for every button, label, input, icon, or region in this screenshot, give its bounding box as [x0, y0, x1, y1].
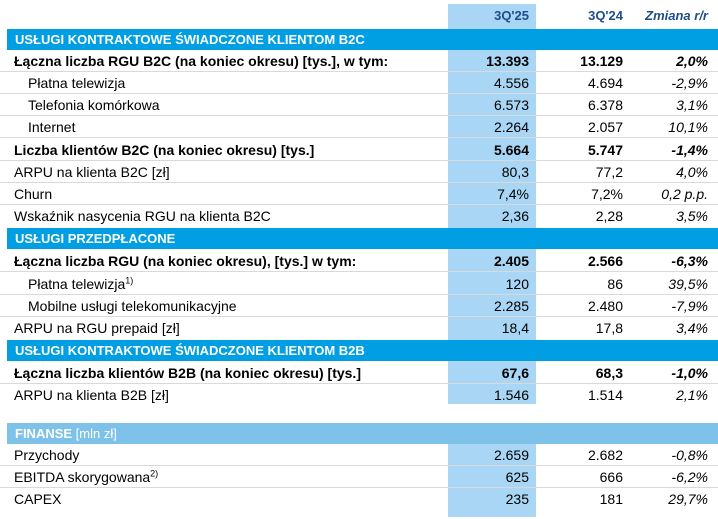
row-value-3q25: 120 [505, 276, 529, 292]
table-row [0, 362, 718, 384]
finance-unit: [mln zł] [72, 426, 117, 441]
row-value-3q25: 7,4% [497, 186, 529, 202]
row-label: Przychody [14, 447, 80, 463]
row-label: ARPU na klienta B2B [zł] [14, 387, 169, 403]
row-label: Wskaźnik nasycenia RGU na klienta B2C [14, 208, 271, 224]
row-change: 2,0% [676, 53, 708, 69]
header-3q25: 3Q'25 [494, 8, 529, 23]
section-b2b [7, 340, 718, 361]
table-row [0, 205, 718, 227]
section-prepaid [7, 228, 718, 249]
row-value-3q24: 68,3 [595, 365, 623, 381]
row-value-3q24: 2.682 [587, 447, 623, 463]
row-label: Churn [14, 186, 53, 202]
row-value-3q25: 4.556 [493, 75, 529, 91]
row-value-3q24: 181 [599, 491, 623, 507]
footnote-marker: 2) [150, 468, 159, 479]
row-label-text: EBITDA skorygowana [14, 469, 151, 485]
row-value-3q25: 2,36 [501, 208, 529, 224]
row-label: ARPU na RGU prepaid [zł] [14, 320, 180, 336]
section-b2b-title: USŁUGI KONTRAKTOWE ŚWIADCZONE KLIENTOM B2B [15, 343, 365, 358]
row-label: Internet [28, 119, 76, 135]
row-change: -1,0% [671, 365, 708, 381]
header-yoy-change: Zmiana r/r [645, 8, 708, 23]
row-value-3q24: 77,2 [595, 164, 623, 180]
table-row [0, 295, 718, 317]
row-change: 39,5% [668, 276, 708, 292]
row-value-3q24: 13.129 [580, 53, 623, 69]
table-row [0, 444, 718, 466]
row-value-3q25: 67,6 [501, 365, 529, 381]
row-change: -0,8% [671, 447, 708, 463]
row-value-3q25: 2.264 [493, 119, 529, 135]
section-finance [7, 423, 718, 444]
row-label: Łączna liczba RGU (na koniec okresu), [tys.] w tym: [14, 253, 357, 269]
row-change: -1,4% [671, 142, 708, 158]
row-change: -2,9% [671, 75, 708, 91]
section-b2c [7, 29, 718, 50]
row-label: Płatna telewizja [28, 75, 126, 91]
row-value-3q24: 2,28 [595, 208, 623, 224]
row-value-3q24: 7,2% [591, 186, 623, 202]
table-row [0, 273, 718, 295]
header-3q24: 3Q'24 [588, 8, 623, 23]
table-row [0, 466, 718, 488]
row-value-3q25: 1.546 [493, 387, 529, 403]
row-value-3q25: 2.405 [493, 253, 529, 269]
table-row [0, 183, 718, 205]
row-value-3q24: 86 [607, 276, 623, 292]
footnote-marker: 1) [125, 275, 134, 286]
row-change: -6,2% [671, 469, 708, 485]
table-row [0, 488, 718, 510]
row-change: 4,0% [676, 164, 708, 180]
row-label: Liczba klientów B2C (na koniec okresu) [tys.] [14, 142, 315, 158]
section-finance-title [15, 423, 117, 444]
header-row [0, 5, 718, 27]
row-value-3q24: 666 [599, 469, 623, 485]
row-change: 2,1% [676, 387, 708, 403]
row-change: 3,4% [676, 320, 708, 336]
row-label: Łączna liczba klientów B2B (na koniec okresu) [tys.] [14, 365, 361, 381]
table-row [0, 317, 718, 339]
row-label: ARPU na klienta B2C [zł] [14, 164, 170, 180]
table-row [0, 72, 718, 94]
table-row [0, 161, 718, 183]
row-value-3q24: 2.566 [587, 253, 623, 269]
row-value-3q24: 2.480 [587, 298, 623, 314]
row-value-3q25: 13.393 [486, 53, 529, 69]
section-prepaid-title: USŁUGI PRZEDPŁACONE [15, 231, 176, 246]
table-row [0, 116, 718, 138]
section-b2c-title: USŁUGI KONTRAKTOWE ŚWIADCZONE KLIENTOM B2C [15, 32, 365, 47]
row-change: 10,1% [668, 119, 708, 135]
row-label: CAPEX [14, 491, 62, 507]
row-value-3q25: 80,3 [501, 164, 529, 180]
table-row [0, 250, 718, 272]
finance-title-text: FINANSE [15, 426, 73, 441]
row-value-3q25: 625 [505, 469, 529, 485]
row-change: 29,7% [668, 491, 708, 507]
row-label: Telefonia komórkowa [28, 97, 160, 113]
row-change: -6,3% [671, 253, 708, 269]
row-label [28, 273, 133, 295]
row-value-3q25: 5.664 [493, 142, 529, 158]
table-row [0, 139, 718, 161]
row-value-3q25: 2.659 [493, 447, 529, 463]
row-value-3q24: 1.514 [587, 387, 623, 403]
table-row [0, 94, 718, 116]
row-value-3q24: 17,8 [595, 320, 623, 336]
row-value-3q25: 235 [505, 491, 529, 507]
row-value-3q24: 2.057 [587, 119, 623, 135]
row-label: Mobilne usługi telekomunikacyjne [28, 298, 237, 314]
row-value-3q25: 2.285 [493, 298, 529, 314]
row-change: 3,5% [676, 208, 708, 224]
row-value-3q24: 6.378 [587, 97, 623, 113]
row-label [14, 466, 158, 488]
row-change: 0,2 p.p. [661, 186, 708, 202]
row-value-3q25: 18,4 [501, 320, 529, 336]
row-change: -7,9% [671, 298, 708, 314]
row-value-3q25: 6.573 [493, 97, 529, 113]
row-change: 3,1% [676, 97, 708, 113]
row-label-text: Płatna telewizja [28, 276, 126, 292]
table-row [0, 50, 718, 72]
row-value-3q24: 5.747 [587, 142, 623, 158]
row-label: Łączna liczba RGU B2C (na koniec okresu) [tys.], w tym: [14, 53, 389, 69]
row-value-3q24: 4.694 [587, 75, 623, 91]
table-row [0, 384, 718, 406]
